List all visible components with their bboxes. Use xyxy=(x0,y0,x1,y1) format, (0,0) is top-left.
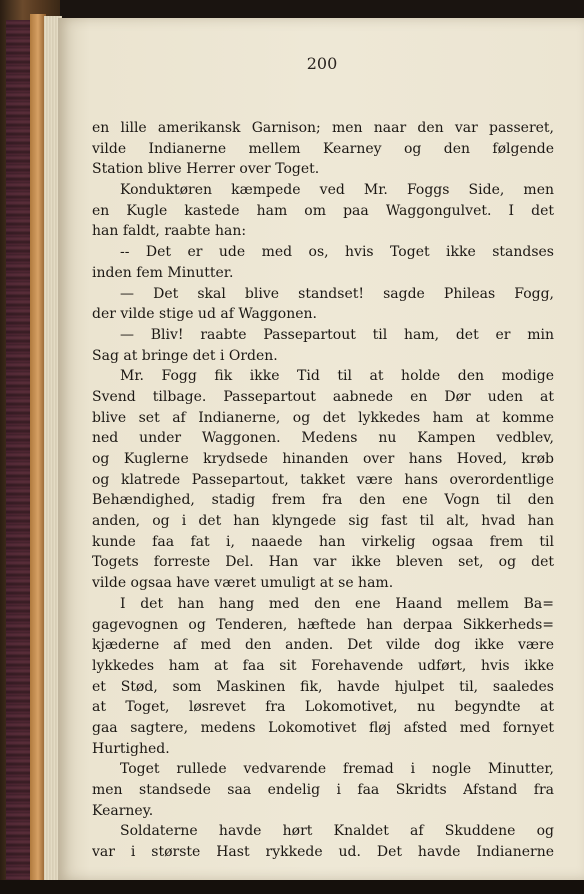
text-line: vilde Indianerne mellem Kearney og den følgende xyxy=(92,140,554,157)
text-line: men standsede saa endelig i faa Skridts Afstand fra xyxy=(92,782,554,798)
text-line: vilde ogsaa have været umuligt at se ham. xyxy=(92,575,394,592)
text-line: — Det skal blive standset! sagde Phileas Fogg, xyxy=(120,285,554,302)
page-text xyxy=(92,118,554,863)
text-line: var i største Hast rykkede ud. Det havde Indianerne xyxy=(92,844,554,861)
text-line: blive set af Indianerne, og det lykkedes ham at komme xyxy=(92,409,554,426)
text-line: gaa sagtere, medens Lokomotivet fløj afsted med fornyet xyxy=(92,719,554,736)
text-line: Togets forreste Del. Han var ikke bleven set, og det xyxy=(92,554,554,571)
text-line: en Kugle kastede ham om paa Waggongulvet. I det xyxy=(92,202,554,219)
text-line: gagevognen og Tenderen, hæftede han derpaa Sikkerheds= xyxy=(92,616,554,633)
text-line: kjæderne af med den anden. Det vilde dog ikke være xyxy=(92,637,554,654)
text-line: Station blive Herrer over Toget. xyxy=(92,161,320,178)
text-line: Svend tilbage. Passepartout aabnede en Dør uden at xyxy=(92,388,554,405)
text-line: kunde faa fat i, naaede han virkelig ogsaa frem til xyxy=(92,533,554,550)
text-line: at Toget, løsrevet fra Lokomotivet, nu begyndte at xyxy=(92,699,554,716)
scan-bottom-edge xyxy=(0,880,584,894)
text-line: Hurtighed. xyxy=(92,740,170,757)
text-line: og Kuglerne krydsede hinanden over hans Hoved, krøb xyxy=(92,451,554,467)
text-line: der vilde stige ud af Waggonen. xyxy=(92,306,317,323)
text-line: — Bliv! raabte Passepartout til ham, det er min xyxy=(120,326,554,343)
text-line: anden, og i det han klyngede sig fast til alt, hvad han xyxy=(92,513,554,530)
text-line: Toget rullede vedvarende fremad i nogle Minutter, xyxy=(120,761,554,778)
text-line: Mr. Fogg fik ikke Tid til at holde den modige xyxy=(120,368,554,385)
text-line: inden fem Minutter. xyxy=(92,264,234,281)
cover-marbled-strip xyxy=(6,20,30,880)
text-line: et Stød, som Maskinen fik, havde hjulpet til, saaledes xyxy=(92,678,554,695)
text-line: -- Det er ude med os, hvis Toget ikke standses xyxy=(120,244,554,261)
text-line: I det han hang med den ene Haand mellem Ba= xyxy=(120,595,554,612)
text-line: han faldt, raabte han: xyxy=(92,223,247,240)
text-line: Konduktøren kæmpede ved Mr. Foggs Side, men xyxy=(120,182,554,199)
text-line: ned under Waggonen. Medens nu Kampen vedblev, xyxy=(92,430,554,447)
text-line: lykkedes ham at faa sit Forehavende udført, hvis ikke xyxy=(92,657,554,674)
page-number: 200 xyxy=(306,54,338,73)
text-line: Sag at bringe det i Orden. xyxy=(92,347,278,364)
text-line: og klatrede Passepartout, takket være hans overordentlige xyxy=(92,471,554,488)
text-line: Behændighed, stadig frem fra den ene Vogn til den xyxy=(92,492,554,509)
text-line: Kearney. xyxy=(92,802,154,819)
text-line: Soldaterne havde hørt Knaldet af Skuddene og xyxy=(120,823,554,840)
text-line: en lille amerikansk Garnison; men naar den var passeret, xyxy=(92,120,554,136)
